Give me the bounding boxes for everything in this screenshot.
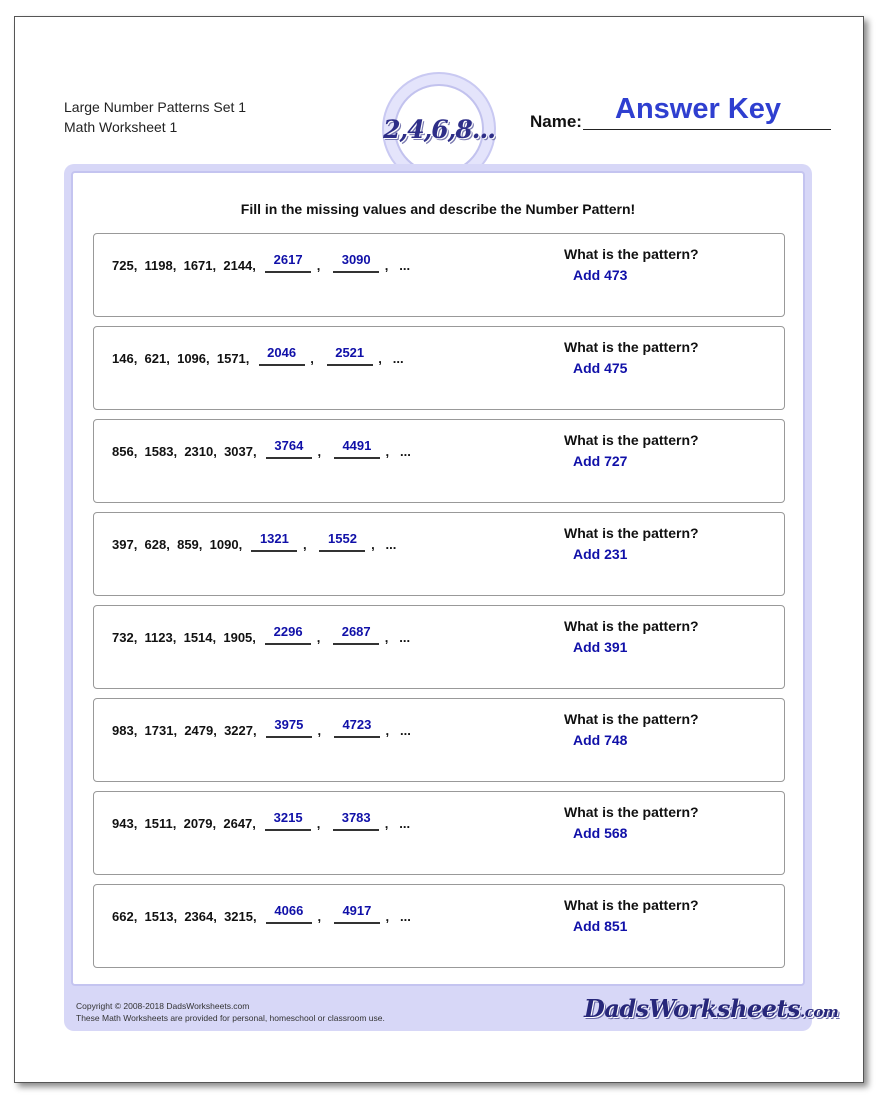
logo-text: 2,4,6,8... (383, 114, 495, 144)
number-sequence (112, 252, 410, 273)
given-number: 3227 (224, 723, 253, 738)
usage-notice: These Math Worksheets are provided for personal, homeschool or classroom use. (76, 1013, 385, 1023)
given-number: 1731 (144, 723, 174, 738)
separator: , (367, 537, 386, 552)
separator: , (381, 909, 400, 924)
ellipsis: ... (399, 444, 411, 459)
given-number: 621 (144, 351, 167, 366)
pattern-question: What is the pattern? (564, 711, 699, 727)
separator: , (374, 351, 393, 366)
given-number: 1571 (216, 351, 246, 366)
given-number: 856 (112, 444, 134, 459)
given-number: 732 (112, 630, 134, 645)
separator: , (299, 537, 318, 552)
name-line (583, 129, 831, 130)
separator: , (313, 909, 332, 924)
separator: , (133, 909, 145, 924)
given-number: 3215 (224, 909, 253, 924)
problem-row (93, 512, 785, 596)
given-number: 1583 (144, 444, 174, 459)
pattern-answer[interactable]: Add 851 (573, 918, 628, 934)
worksheet-body (71, 171, 805, 986)
pattern-answer[interactable]: Add 231 (573, 546, 628, 562)
problem-row (93, 884, 785, 968)
given-number: 1905 (223, 630, 253, 645)
given-number: 662 (112, 909, 134, 924)
answer-blank[interactable]: 2687 (333, 624, 379, 645)
problem-row (93, 791, 785, 875)
pattern-answer[interactable]: Add 391 (573, 639, 628, 655)
given-number: 628 (144, 537, 167, 552)
given-number: 2647 (223, 816, 253, 831)
separator: , (313, 816, 332, 831)
answer-blank[interactable]: 4723 (334, 717, 380, 738)
ellipsis: ... (385, 537, 397, 552)
answer-blank[interactable]: 3764 (266, 438, 312, 459)
answer-blank[interactable]: 4491 (334, 438, 380, 459)
pattern-question: What is the pattern? (564, 804, 699, 820)
problem-row (93, 605, 785, 689)
given-number: 859 (177, 537, 199, 552)
separator: , (313, 444, 332, 459)
separator: , (133, 723, 145, 738)
problem-row (93, 698, 785, 782)
given-number: 2310 (184, 444, 214, 459)
separator: , (173, 909, 185, 924)
separator: , (133, 816, 145, 831)
given-number: 983 (112, 723, 134, 738)
separator: , (238, 537, 250, 552)
worksheet-page (14, 16, 864, 1083)
answer-key-text: Answer Key (615, 93, 782, 125)
separator: , (133, 258, 145, 273)
ellipsis: ... (399, 723, 411, 738)
separator: , (172, 630, 184, 645)
number-sequence (112, 345, 404, 366)
number-sequence (112, 810, 410, 831)
title-line-2: Math Worksheet 1 (64, 119, 178, 135)
separator: , (252, 630, 264, 645)
given-number: 397 (112, 537, 134, 552)
number-sequence (112, 903, 411, 924)
logo-badge-inner (383, 84, 495, 174)
given-number: 1513 (144, 909, 174, 924)
brand-logo (584, 994, 838, 1023)
worksheet-title (64, 97, 246, 137)
answer-blank[interactable]: 3975 (266, 717, 312, 738)
separator: , (213, 723, 225, 738)
pattern-answer[interactable]: Add 727 (573, 453, 628, 469)
name-label: Name: (530, 112, 582, 131)
separator: , (173, 723, 185, 738)
pattern-answer[interactable]: Add 475 (573, 360, 628, 376)
ellipsis: ... (392, 351, 404, 366)
separator: , (252, 258, 264, 273)
separator: , (381, 816, 400, 831)
number-sequence (112, 531, 396, 552)
answer-blank[interactable]: 4917 (334, 903, 380, 924)
separator: , (206, 351, 217, 366)
ellipsis: ... (399, 909, 411, 924)
separator: , (133, 537, 145, 552)
pattern-answer[interactable]: Add 473 (573, 267, 628, 283)
number-sequence (112, 438, 411, 459)
given-number: 2479 (184, 723, 214, 738)
ellipsis: ... (399, 630, 411, 645)
number-sequence (112, 624, 410, 645)
instructions: Fill in the missing values and describe the Number Pattern! (240, 201, 636, 217)
separator: , (381, 444, 400, 459)
separator: , (198, 537, 210, 552)
answer-blank[interactable]: 3090 (333, 252, 379, 273)
given-number: 1123 (144, 630, 173, 645)
separator: , (212, 258, 224, 273)
answer-blank[interactable]: 3215 (265, 810, 311, 831)
separator: , (253, 909, 264, 924)
pattern-answer[interactable]: Add 568 (573, 825, 628, 841)
given-number: 2144 (223, 258, 253, 273)
separator: , (313, 630, 332, 645)
pattern-question: What is the pattern? (564, 246, 699, 262)
pattern-answer[interactable]: Add 748 (573, 732, 628, 748)
separator: , (166, 537, 178, 552)
copyright-notice (76, 1000, 385, 1024)
given-number: 725 (112, 258, 134, 273)
number-sequence (112, 717, 411, 738)
given-number: 3037 (224, 444, 253, 459)
separator: , (306, 351, 325, 366)
pattern-question: What is the pattern? (564, 339, 699, 355)
answer-blank[interactable]: 1321 (251, 531, 297, 552)
worksheet-frame (64, 164, 839, 1031)
separator: , (381, 630, 400, 645)
given-number: 1511 (144, 816, 173, 831)
given-number: 2364 (184, 909, 214, 924)
answer-blank[interactable]: 2046 (259, 345, 305, 366)
separator: , (213, 444, 225, 459)
title-line-1: Large Number Patterns Set 1 (64, 99, 247, 115)
answer-blank[interactable]: 2521 (327, 345, 373, 366)
separator: , (381, 723, 400, 738)
separator: , (133, 444, 145, 459)
answer-blank[interactable]: 2296 (265, 624, 311, 645)
separator: , (212, 816, 224, 831)
separator: , (133, 630, 145, 645)
problem-row (93, 419, 785, 503)
problem-row (93, 233, 785, 317)
separator: , (313, 258, 332, 273)
pattern-question: What is the pattern? (564, 897, 699, 913)
answer-blank[interactable]: 4066 (266, 903, 312, 924)
separator: , (172, 258, 184, 273)
separator: , (213, 909, 225, 924)
given-number: 1671 (183, 258, 213, 273)
given-number: 1514 (183, 630, 213, 645)
separator: , (212, 630, 224, 645)
ellipsis: ... (399, 816, 411, 831)
given-number: 1090 (209, 537, 239, 552)
given-number: 943 (112, 816, 134, 831)
pattern-question: What is the pattern? (564, 432, 699, 448)
separator: , (252, 816, 264, 831)
given-number: 1198 (144, 258, 173, 273)
separator: , (173, 444, 185, 459)
pattern-question: What is the pattern? (564, 525, 699, 541)
separator: , (381, 258, 400, 273)
separator: , (313, 723, 332, 738)
separator: , (133, 351, 145, 366)
separator: , (245, 351, 257, 366)
separator: , (166, 351, 178, 366)
given-number: 2079 (183, 816, 213, 831)
answer-blank[interactable]: 3783 (333, 810, 379, 831)
pattern-question: What is the pattern? (564, 618, 699, 634)
separator: , (253, 723, 264, 738)
ellipsis: ... (399, 258, 411, 273)
given-number: 1096 (177, 351, 207, 366)
problem-row (93, 326, 785, 410)
copyright-line: Copyright © 2008-2018 DadsWorksheets.com (76, 1001, 250, 1011)
separator: , (172, 816, 184, 831)
given-number: 146 (112, 351, 134, 366)
answer-blank[interactable]: 1552 (319, 531, 365, 552)
brand-name: DadsWorksheets (584, 994, 801, 1023)
brand-suffix: .com (800, 1003, 839, 1021)
answer-blank[interactable]: 2617 (265, 252, 311, 273)
separator: , (253, 444, 264, 459)
